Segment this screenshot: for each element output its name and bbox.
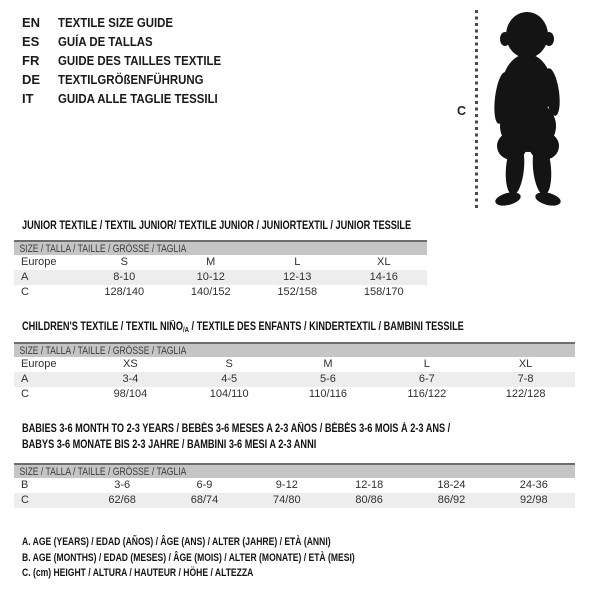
row-label: A [21,373,29,385]
table-row [14,285,427,300]
table-cell: L [294,256,301,268]
table-cell: S [225,358,233,370]
table-row [14,478,575,493]
size-header-bar [14,342,575,357]
table-cell: S [120,256,128,268]
row-label: Europe [21,358,57,370]
language-row [22,13,243,32]
table-cell: 128/140 [104,286,145,298]
table-cell: 110/116 [308,388,348,400]
guide-title: TEXTILGRÖßENFÜHRUNG [58,72,204,87]
table-cell: XL [377,256,391,268]
table-cell: 10-12 [196,271,225,283]
language-row [22,70,243,89]
table-cell: 140/152 [190,286,231,298]
table-cell: 116/122 [407,388,447,400]
toddler-silhouette-icon [482,8,574,208]
guide-title: GUIDA ALLE TAGLIE TESSILI [58,91,218,106]
babies-size-table [14,463,575,508]
guide-title: GUIDE DES TAILLES TEXTILE [58,53,222,68]
row-label: C [21,388,29,400]
height-marker-label: C [457,104,467,118]
table-cell: 18-24 [437,479,466,491]
language-row [22,89,243,108]
language-code: IT [22,91,34,106]
language-row [22,51,243,70]
size-header-bar [14,240,427,255]
height-measure-dotted-line [475,10,478,208]
table-cell: 24-36 [519,479,548,491]
table-title-babies [22,421,450,453]
table-cell: 80/86 [355,494,383,506]
table-cell: M [206,256,216,268]
table-cell: 6-9 [196,479,213,491]
table-cell: 98/104 [113,388,148,400]
table-cell: 12-18 [355,479,384,491]
table-cell: 158/170 [363,286,404,298]
title-line: BABIES 3-6 MONTH TO 2-3 YEARS / BEBÉS 3-6 MESES A 2-3 AÑOS / BÉBÉS 3-6 MOIS À 2-3 ANS / [22,423,451,435]
table-row [14,270,427,285]
table-cell: 68/74 [190,494,219,506]
table-cell: 86/92 [437,494,466,506]
table-cell: 3-4 [122,373,139,385]
table-cell: 74/80 [273,494,301,506]
table-cell: L [423,358,430,370]
table-cell: 3-6 [114,479,131,491]
table-cell: 14-16 [369,271,398,283]
size-header-bar [14,463,575,478]
title-line: BABYS 3-6 MONATE BIS 2-3 JAHRE / BAMBINI 3-6 MESI A 2-3 ANNI [22,439,317,451]
table-cell: 62/68 [108,494,136,506]
title-subscript: /A [182,325,189,334]
table-cell: M [323,358,333,370]
row-label: C [21,494,29,506]
table-cell: 6-7 [418,373,435,385]
table-row [14,493,575,508]
language-row [22,32,243,51]
row-label: Europe [21,256,57,268]
size-header-label: SIZE / TALLA / TAILLE / GRÖSSE / TAGLIA [19,344,187,357]
size-header-label: SIZE / TALLA / TAILLE / GRÖSSE / TAGLIA [19,242,187,255]
measurement-legend [22,535,449,582]
table-rows [14,478,575,508]
table-cell: 104/110 [209,388,249,400]
table-cell: 152/158 [277,286,318,298]
table-cell: 9-12 [275,479,298,491]
legend-line-c: C. (cm) HEIGHT / ALTURA / HAUTEUR / HÖHE / ALTEZZA [22,567,254,579]
language-code: FR [22,53,40,68]
table-row [14,372,575,387]
table-cell: 8-10 [113,271,136,283]
table-cell: 4-5 [221,373,238,385]
language-code: ES [22,34,40,49]
size-header-label: SIZE / TALLA / TAILLE / GRÖSSE / TAGLIA [19,465,187,478]
table-rows [14,357,575,402]
table-cell: 92/98 [520,494,548,506]
table-rows [14,255,427,300]
junior-size-table [14,240,427,300]
legend-line-a: A. AGE (YEARS) / EDAD (AÑOS) / ÂGE (ANS) / ALTER (JAHRE) / ETÀ (ANNI) [22,536,331,548]
language-title-list [22,13,243,108]
legend-line-b: B. AGE (MONTHS) / EDAD (MESES) / ÂGE (MOIS) / ALTER (MONATE) / ETÀ (MESI) [22,551,355,564]
title-text: CHILDREN'S TEXTILE / TEXTIL NIÑO [22,321,183,333]
language-code: DE [22,72,41,87]
table-cell: XL [518,358,533,370]
row-label: B [21,479,29,491]
table-row [14,387,575,402]
row-label: A [21,271,29,283]
title-text: / TEXTILE DES ENFANTS / KINDERTEXTIL / BAMBINI TESSILE [188,321,464,333]
language-code: EN [22,15,41,30]
table-cell: 122/128 [505,388,546,400]
table-title-children [22,319,464,338]
table-cell: 7-8 [517,373,534,385]
table-cell: 5-6 [320,373,336,385]
guide-title: GUÍA DE TALLAS [58,34,153,49]
table-row [14,255,427,270]
row-label: C [21,286,29,298]
guide-title: TEXTILE SIZE GUIDE [58,15,174,30]
table-title-junior: JUNIOR TEXTILE / TEXTIL JUNIOR/ TEXTILE JUNIOR / JUNIORTEXTIL / JUNIOR TESSILE [22,220,412,232]
table-row [14,357,575,372]
table-cell: XS [123,358,138,370]
table-cell: 12-13 [283,271,312,283]
children-size-table [14,342,575,402]
